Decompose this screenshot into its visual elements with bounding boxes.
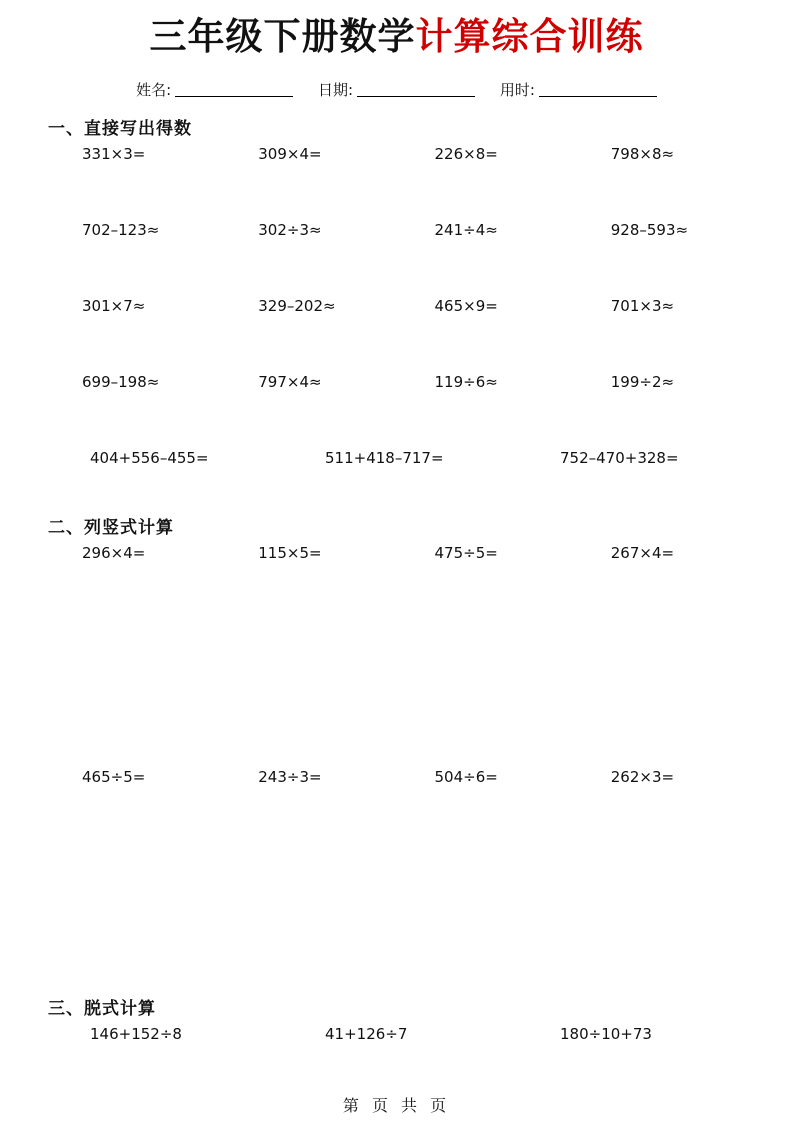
time-field xyxy=(500,79,657,100)
work-space-area xyxy=(0,562,793,768)
page-title-red: 计算综合训练 xyxy=(415,15,644,58)
problem-item: 701×3≈ xyxy=(610,296,675,315)
time-label: 用时: xyxy=(499,80,535,99)
name-field xyxy=(136,79,293,100)
problem-item: 296×4= xyxy=(82,543,146,562)
section-1-row-5 xyxy=(48,449,753,467)
problem-item: 699–198≈ xyxy=(82,372,160,391)
problem-item: 797×4≈ xyxy=(258,372,322,391)
section-1-row-1 xyxy=(48,145,753,163)
student-info-line xyxy=(0,79,793,100)
problem-item: 504÷6= xyxy=(434,767,498,786)
problem-item: 404+556–455= xyxy=(90,448,209,467)
date-label: 日期: xyxy=(317,80,354,99)
problem-item: 199÷2≈ xyxy=(610,372,675,391)
time-blank[interactable] xyxy=(539,81,657,97)
problem-item: 465×9= xyxy=(434,296,498,315)
date-field xyxy=(318,79,475,100)
problem-item: 475÷5= xyxy=(434,543,498,562)
section-heading-2: 二、列竖式计算 xyxy=(48,517,174,538)
section-1-row-4 xyxy=(48,373,753,391)
problem-item: 798×8≈ xyxy=(610,144,675,163)
section-3-row-1 xyxy=(48,1025,753,1043)
date-blank[interactable] xyxy=(357,81,475,97)
name-label: 姓名: xyxy=(136,80,172,99)
problem-item: 309×4= xyxy=(258,144,322,163)
section-heading-1: 一、直接写出得数 xyxy=(48,118,192,139)
problem-item: 119÷6≈ xyxy=(434,372,498,391)
problem-item: 331×3= xyxy=(82,144,146,163)
problem-item: 301×7≈ xyxy=(82,296,146,315)
problem-item: 41+126÷7 xyxy=(325,1024,408,1043)
problem-item: 241÷4≈ xyxy=(434,220,498,239)
problem-item: 465÷5= xyxy=(82,767,146,786)
name-blank[interactable] xyxy=(175,81,293,97)
section-heading-3: 三、脱式计算 xyxy=(48,998,156,1019)
problem-item: 243÷3= xyxy=(258,767,322,786)
page-footer: 第 页 共 页 xyxy=(342,1096,451,1115)
work-space-area xyxy=(0,786,793,994)
problem-item: 146+152÷8 xyxy=(90,1024,182,1043)
section-2-row-2 xyxy=(48,768,753,786)
section-2-row-1 xyxy=(48,544,753,562)
section-1-row-3 xyxy=(48,297,753,315)
problem-item: 511+418–717= xyxy=(325,448,444,467)
page-title-black: 三年级下册数学 xyxy=(149,15,416,58)
problem-item: 928–593≈ xyxy=(610,220,689,239)
problem-item: 180÷10+73 xyxy=(560,1024,652,1043)
problem-item: 267×4= xyxy=(610,543,675,562)
problem-item: 262×3= xyxy=(610,767,675,786)
worksheet-page xyxy=(0,16,793,1138)
page-title xyxy=(0,16,793,59)
problem-item: 752–470+328= xyxy=(560,448,679,467)
problem-item: 115×5= xyxy=(258,543,322,562)
problem-item: 302÷3≈ xyxy=(258,220,322,239)
problem-item: 226×8= xyxy=(434,144,498,163)
problem-item: 702–123≈ xyxy=(82,220,160,239)
section-1-row-2 xyxy=(48,221,753,239)
problem-item: 329–202≈ xyxy=(258,296,336,315)
